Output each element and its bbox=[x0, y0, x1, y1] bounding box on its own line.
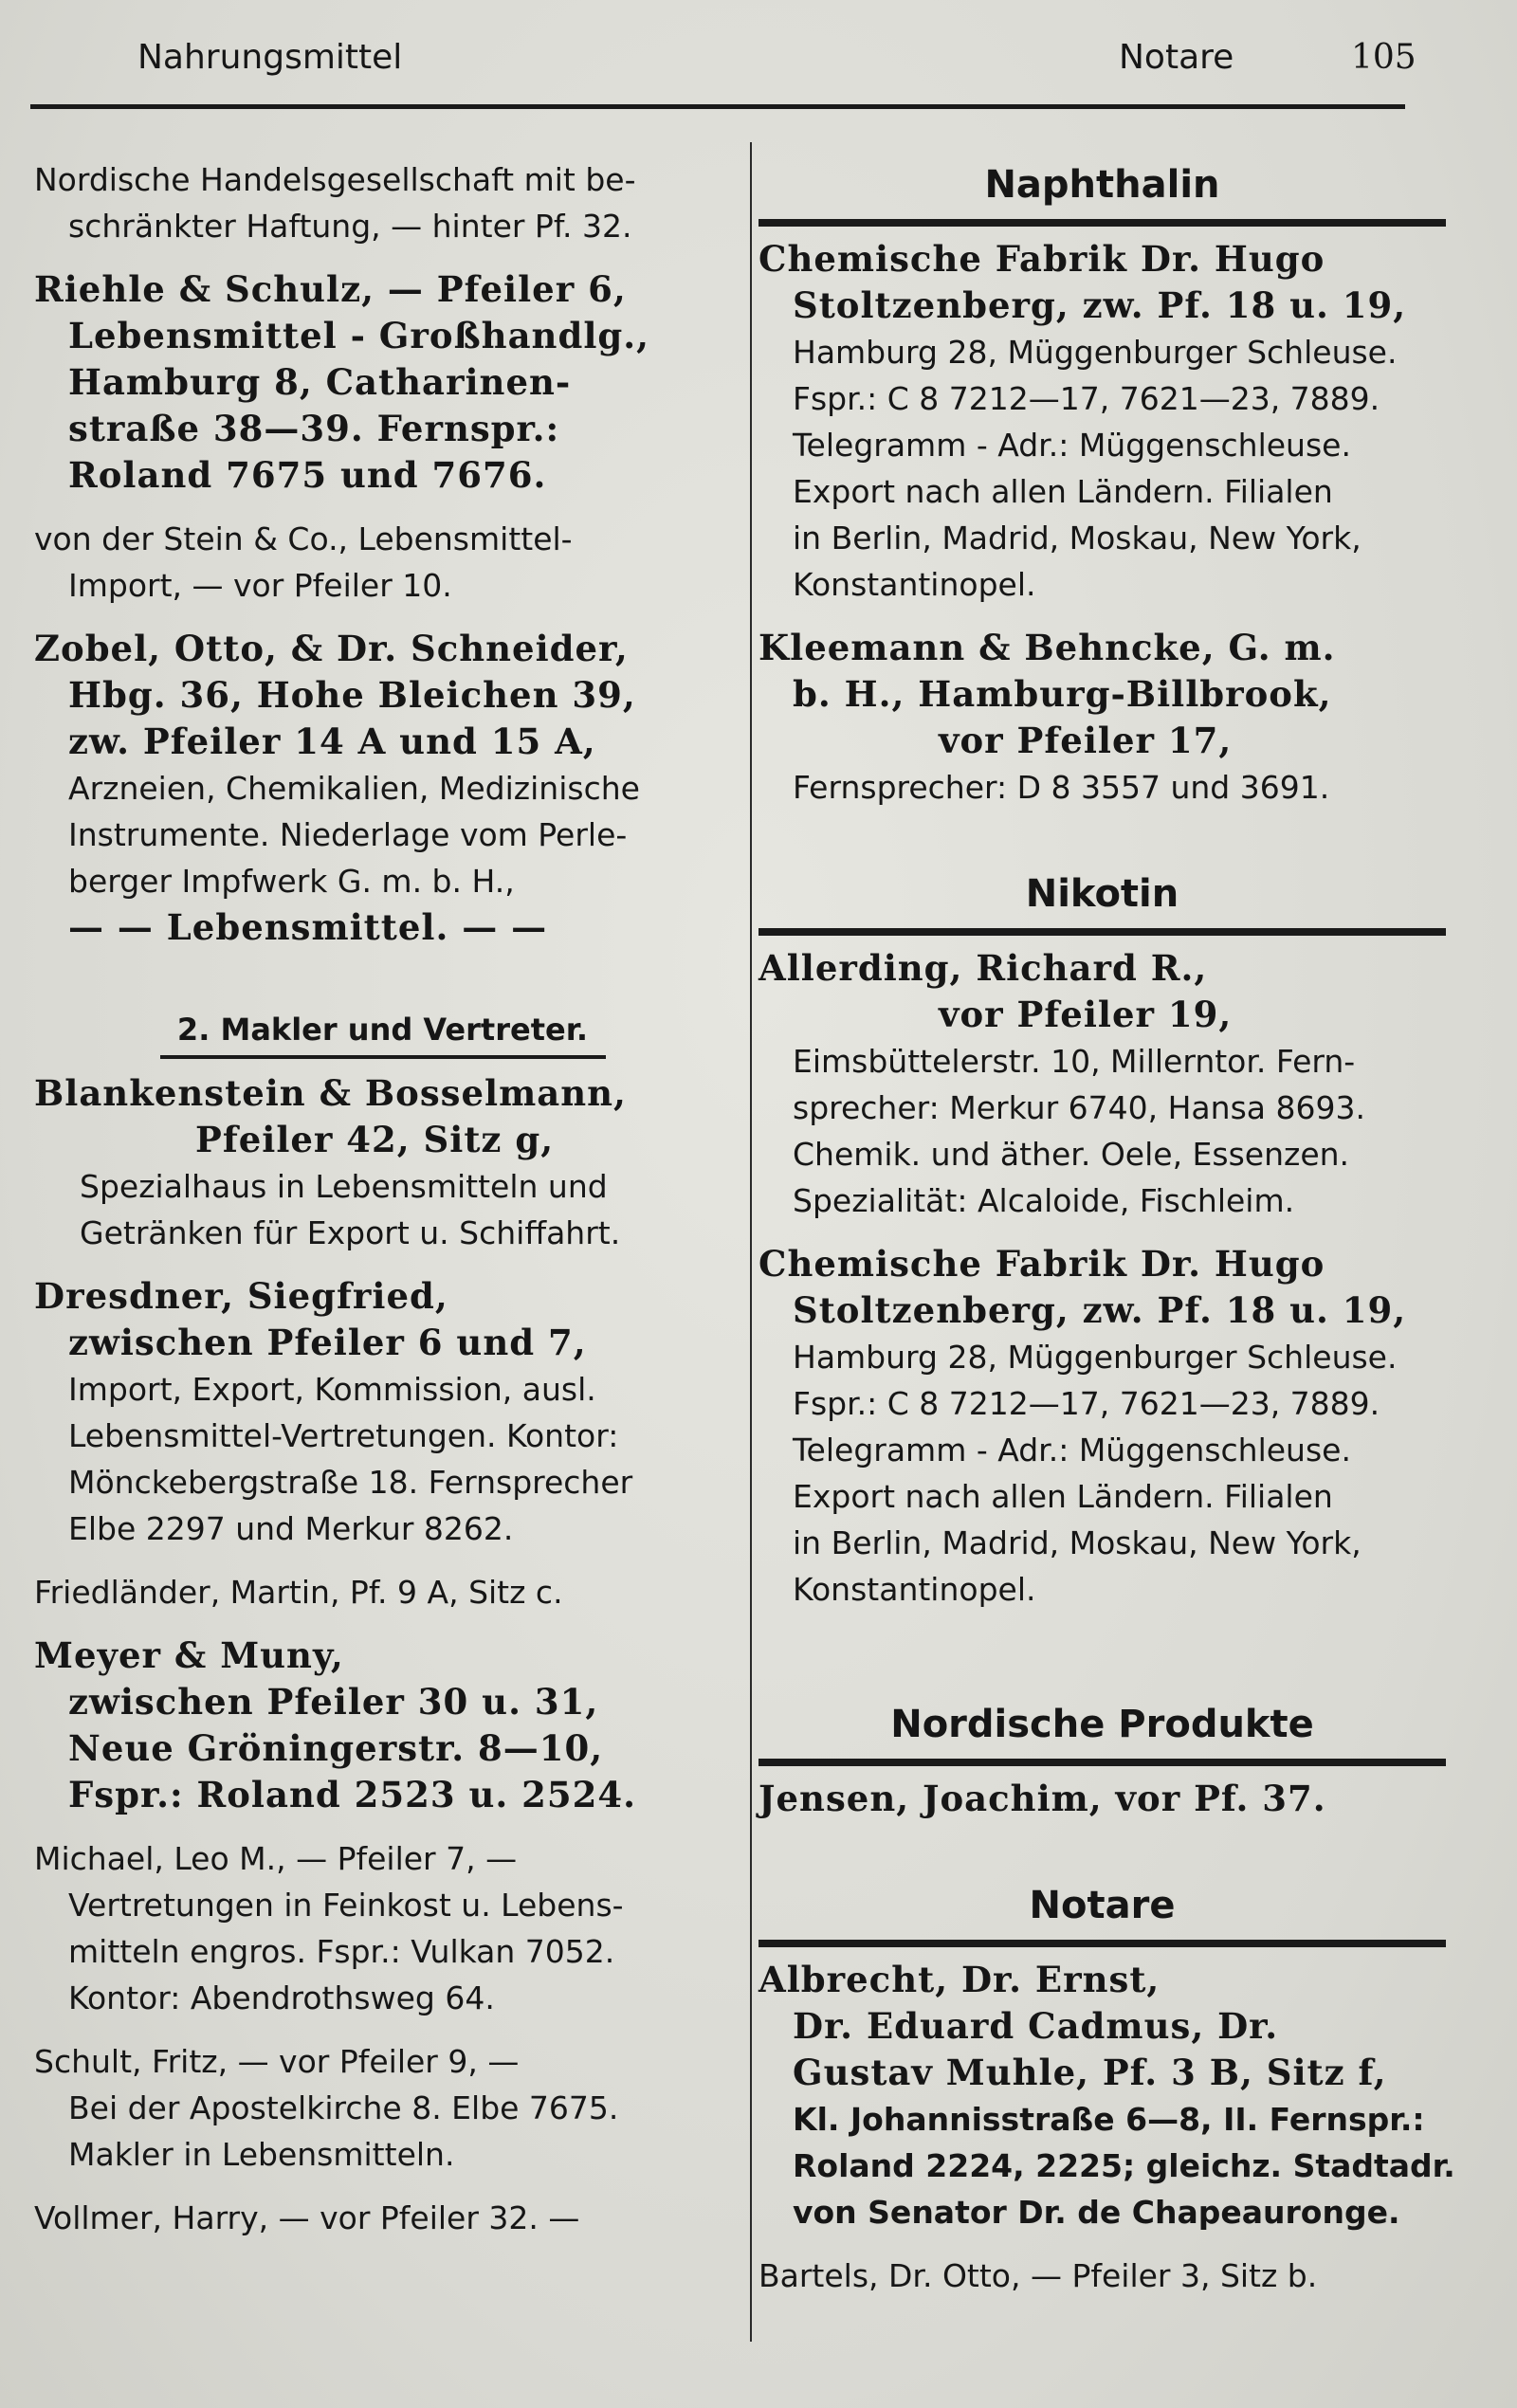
entry-line: Telegramm - Adr.: Müggenschleuse. bbox=[793, 427, 1351, 464]
entry-line: Nordische Handelsgesellschaft mit be- bbox=[34, 161, 636, 198]
entry-line: in Berlin, Madrid, Moskau, New York, bbox=[793, 520, 1362, 556]
entry-line: Allerding, Richard R., bbox=[758, 947, 1208, 989]
entry-line: schränkter Haftung, — hinter Pf. 32. bbox=[68, 208, 632, 245]
entry-line: Bartels, Dr. Otto, — Pfeiler 3, Sitz b. bbox=[758, 2257, 1318, 2294]
entry-line: Stoltzenberg, zw. Pf. 18 u. 19, bbox=[793, 284, 1407, 326]
entry-line: Hamburg 28, Müggenburger Schleuse. bbox=[793, 1339, 1398, 1376]
entry-line: Hamburg 28, Müggenburger Schleuse. bbox=[793, 334, 1398, 371]
running-head-left: Nahrungsmittel bbox=[137, 38, 403, 77]
entry-line: Import, Export, Kommission, ausl. bbox=[68, 1371, 596, 1408]
running-head-right: Notare bbox=[1119, 38, 1234, 77]
entry-line: Import, — vor Pfeiler 10. bbox=[68, 567, 452, 604]
entry-line: Kl. Johannisstraße 6—8, II. Fernspr.: bbox=[793, 2101, 1425, 2138]
entry-chemische-fabrik-naphthalin bbox=[758, 236, 1446, 608]
entry-line: Neue Gröningerstr. 8—10, bbox=[68, 1727, 604, 1769]
entry-michael bbox=[34, 1835, 731, 2021]
entry-line: zwischen Pfeiler 6 und 7, bbox=[68, 1322, 587, 1363]
entry-line: Konstantinopel. bbox=[793, 566, 1036, 603]
section-heading-nikotin: Nikotin bbox=[1025, 872, 1179, 916]
entry-line: Dresdner, Siegfried, bbox=[34, 1275, 448, 1317]
section-rule bbox=[758, 219, 1446, 227]
entry-dresdner bbox=[34, 1273, 731, 1552]
section-heading-notare: Notare bbox=[1029, 1884, 1176, 1927]
entry-line: Vollmer, Harry, — vor Pfeiler 32. — bbox=[34, 2199, 580, 2236]
entry-line: Gustav Muhle, Pf. 3 B, Sitz f, bbox=[793, 2052, 1387, 2093]
right-column bbox=[758, 156, 1455, 2316]
entry-line: Pfeiler 42, Sitz g, bbox=[195, 1119, 555, 1160]
entry-line: Stoltzenberg, zw. Pf. 18 u. 19, bbox=[793, 1289, 1407, 1331]
section-rule bbox=[758, 1940, 1446, 1947]
entry-albrecht-cadmus-muhle bbox=[758, 1957, 1455, 2235]
entry-line: b. H., Hamburg-Billbrook, bbox=[793, 673, 1332, 715]
entry-line: Elbe 2297 und Merkur 8262. bbox=[68, 1510, 514, 1547]
entry-nordische-handelsgesellschaft bbox=[34, 156, 731, 249]
entry-kleemann-behncke bbox=[758, 625, 1446, 811]
entry-line: vor Pfeiler 17, bbox=[939, 720, 1233, 761]
section-rule bbox=[758, 1759, 1446, 1766]
entry-line: vor Pfeiler 19, bbox=[939, 994, 1233, 1035]
entry-line: zw. Pfeiler 14 A und 15 A, bbox=[68, 721, 596, 762]
entry-line: Lebensmittel-Vertretungen. Kontor: bbox=[68, 1417, 619, 1454]
entry-line: Export nach allen Ländern. Filialen bbox=[793, 1478, 1333, 1515]
entry-line: von Senator Dr. de Chapeauronge. bbox=[793, 2194, 1400, 2231]
entry-line: Hamburg 8, Catharinen- bbox=[68, 361, 572, 403]
entry-meyer-muny bbox=[34, 1633, 731, 1818]
section-heading-naphthalin: Naphthalin bbox=[984, 163, 1220, 207]
entry-line: berger Impfwerk G. m. b. H., bbox=[68, 863, 515, 900]
section-rule bbox=[758, 928, 1446, 936]
entry-line: Riehle & Schulz, — Pfeiler 6, bbox=[34, 268, 627, 310]
entry-line: sprecher: Merkur 6740, Hansa 8693. bbox=[793, 1089, 1365, 1126]
entry-schult bbox=[34, 2038, 731, 2178]
entry-line: — — Lebensmittel. — — bbox=[68, 906, 548, 948]
entry-line: Kleemann & Behncke, G. m. bbox=[758, 627, 1336, 668]
entry-line: Eimsbüttelerstr. 10, Millerntor. Fern- bbox=[793, 1043, 1356, 1080]
page-number: 105 bbox=[1351, 38, 1416, 77]
entry-line: Roland 2224, 2225; gleichz. Stadtadr. bbox=[793, 2147, 1455, 2184]
entry-line: Telegramm - Adr.: Müggenschleuse. bbox=[793, 1432, 1351, 1469]
entry-line: Kontor: Abendrothsweg 64. bbox=[68, 1979, 495, 2016]
entry-vollmer bbox=[34, 2195, 731, 2241]
entry-chemische-fabrik-nikotin bbox=[758, 1241, 1446, 1613]
entry-friedlaender bbox=[34, 1569, 731, 1615]
entry-line: Bei der Apostelkirche 8. Elbe 7675. bbox=[68, 2089, 619, 2126]
entry-line: Roland 7675 und 7676. bbox=[68, 454, 547, 496]
entry-riehle-schulz bbox=[34, 266, 731, 499]
entry-line: Instrumente. Niederlage vom Perle- bbox=[68, 816, 628, 853]
entry-line: Hbg. 36, Hohe Bleichen 39, bbox=[68, 674, 636, 716]
entry-line: Mönckebergstraße 18. Fernsprecher bbox=[68, 1464, 633, 1501]
entry-line: Jensen, Joachim, vor Pf. 37. bbox=[758, 1778, 1326, 1819]
entry-line: von der Stein & Co., Lebensmittel- bbox=[34, 520, 573, 557]
entry-line: mitteln engros. Fspr.: Vulkan 7052. bbox=[68, 1933, 615, 1970]
entry-line: Blankenstein & Bosselmann, bbox=[34, 1072, 627, 1114]
left-column bbox=[34, 156, 731, 2258]
entry-line: Getränken für Export u. Schiffahrt. bbox=[80, 1214, 621, 1251]
header-rule bbox=[30, 104, 1405, 109]
entry-line: Fspr.: Roland 2523 u. 2524. bbox=[68, 1774, 636, 1815]
entry-line: Zobel, Otto, & Dr. Schneider, bbox=[34, 628, 629, 669]
section-heading-nordische-produkte: Nordische Produkte bbox=[890, 1703, 1314, 1746]
entry-line: Spezialhaus in Lebensmitteln und bbox=[80, 1168, 608, 1205]
entry-line: Chemische Fabrik Dr. Hugo bbox=[758, 1243, 1325, 1285]
entry-zobel-schneider bbox=[34, 626, 731, 951]
entry-line: in Berlin, Madrid, Moskau, New York, bbox=[793, 1524, 1362, 1561]
subsection-rule bbox=[160, 1055, 606, 1059]
entry-line: straße 38—39. Fernspr.: bbox=[68, 408, 560, 449]
entry-line: Schult, Fritz, — vor Pfeiler 9, — bbox=[34, 2043, 520, 2080]
subsection-title: 2. Makler und Vertreter. bbox=[176, 1012, 589, 1048]
entry-line: Dr. Eduard Cadmus, Dr. bbox=[793, 2005, 1279, 2047]
entry-line: Konstantinopel. bbox=[793, 1571, 1036, 1608]
entry-line: Meyer & Muny, bbox=[34, 1634, 344, 1676]
column-divider bbox=[750, 142, 752, 2342]
entry-line: Chemische Fabrik Dr. Hugo bbox=[758, 238, 1325, 280]
entry-allerding bbox=[758, 945, 1446, 1224]
entry-line: Friedländer, Martin, Pf. 9 A, Sitz c. bbox=[34, 1574, 563, 1611]
entry-line: Makler in Lebensmitteln. bbox=[68, 2136, 455, 2173]
entry-line: Fernsprecher: D 8 3557 und 3691. bbox=[793, 769, 1330, 806]
entry-von-der-stein bbox=[34, 516, 731, 609]
entry-line: zwischen Pfeiler 30 u. 31, bbox=[68, 1681, 599, 1723]
entry-bartels bbox=[758, 2253, 1446, 2299]
entry-line: Fspr.: C 8 7212—17, 7621—23, 7889. bbox=[793, 380, 1380, 417]
entry-blankenstein-bosselmann bbox=[34, 1070, 731, 1256]
entry-line: Michael, Leo M., — Pfeiler 7, — bbox=[34, 1840, 518, 1877]
entry-jensen bbox=[758, 1776, 1446, 1822]
entry-line: Spezialität: Alcaloide, Fischleim. bbox=[793, 1182, 1295, 1219]
entry-line: Chemik. und äther. Oele, Essenzen. bbox=[793, 1136, 1350, 1173]
entry-line: Vertretungen in Feinkost u. Lebens- bbox=[68, 1887, 624, 1924]
entry-line: Lebensmittel - Großhandlg., bbox=[68, 315, 650, 356]
entry-line: Arzneien, Chemikalien, Medizinische bbox=[68, 770, 640, 807]
entry-line: Albrecht, Dr. Ernst, bbox=[758, 1959, 1161, 2000]
entry-line: Fspr.: C 8 7212—17, 7621—23, 7889. bbox=[793, 1385, 1380, 1422]
entry-line: Export nach allen Ländern. Filialen bbox=[793, 473, 1333, 510]
